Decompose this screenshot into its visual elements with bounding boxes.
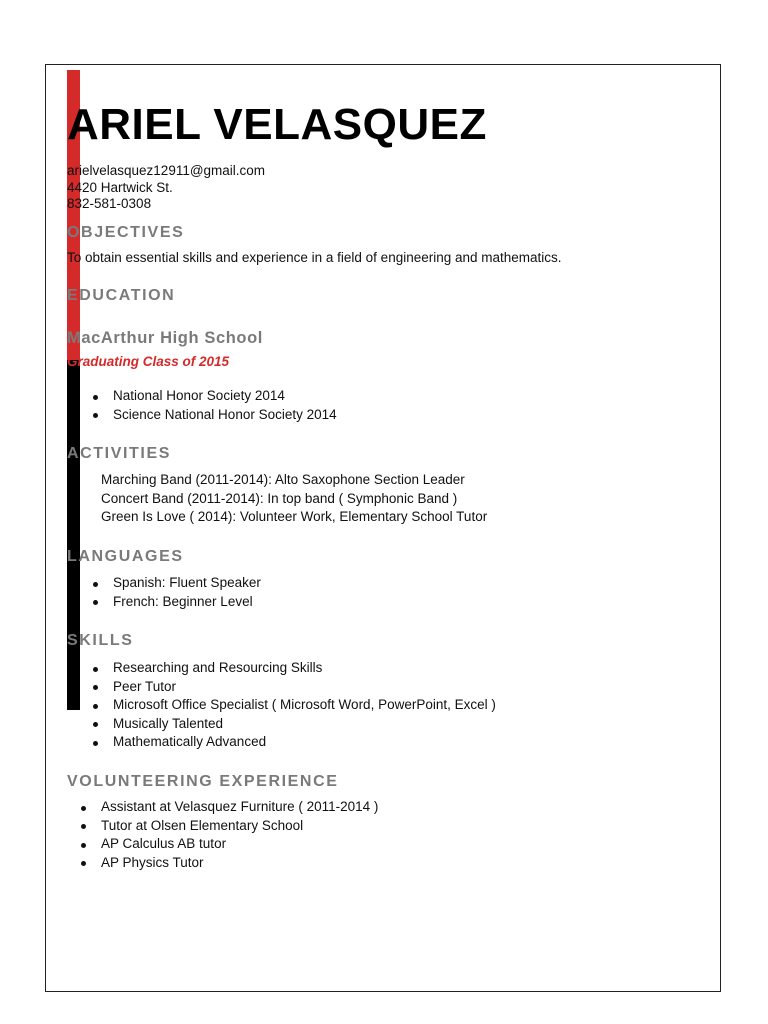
activity-item: Green Is Love ( 2014): Volunteer Work, Elementary School Tutor [101, 508, 487, 527]
skill-item: Peer Tutor [113, 678, 496, 697]
education-heading: EDUCATION [67, 287, 176, 304]
language-item: Spanish: Fluent Speaker [113, 574, 261, 593]
contact-address: 4420 Hartwick St. [67, 179, 173, 195]
activities-heading: ACTIVITIES [67, 445, 172, 462]
languages-heading: LANGUAGES [67, 548, 184, 565]
education-item: Science National Honor Society 2014 [113, 406, 337, 425]
volunteering-item: AP Physics Tutor [101, 854, 378, 873]
skill-item: Researching and Resourcing Skills [113, 659, 496, 678]
objectives-heading: OBJECTIVES [67, 224, 185, 241]
volunteering-list [101, 798, 378, 872]
skill-item: Microsoft Office Specialist ( Microsoft Word, PowerPoint, Excel ) [113, 696, 496, 715]
resume-name: ARIEL VELASQUEZ [67, 100, 487, 149]
language-item: French: Beginner Level [113, 593, 261, 612]
skills-heading: SKILLS [67, 632, 134, 649]
activity-item: Concert Band (2011-2014): In top band ( Symphonic Band ) [101, 490, 487, 509]
volunteering-heading: VOLUNTEERING EXPERIENCE [67, 773, 339, 790]
volunteering-item: AP Calculus AB tutor [101, 835, 378, 854]
activity-item: Marching Band (2011-2014): Alto Saxophone Section Leader [101, 471, 487, 490]
skill-item: Mathematically Advanced [113, 733, 496, 752]
skills-list [113, 659, 496, 752]
contact-phone: 832-581-0308 [67, 196, 152, 211]
accent-bar-black [67, 360, 80, 710]
contact-email: arielvelasquez12911@gmail.com [67, 163, 266, 178]
languages-list [113, 574, 261, 611]
skill-item: Musically Talented [113, 715, 496, 734]
school-name: MacArthur High School [67, 329, 263, 347]
objectives-text: To obtain essential skills and experience in a field of engineering and mathematics. [67, 250, 562, 265]
education-item: National Honor Society 2014 [113, 387, 337, 406]
education-list [113, 387, 337, 424]
activities-list [101, 471, 487, 527]
contact-block [67, 163, 265, 213]
graduating-class: Graduating Class of 2015 [67, 354, 230, 369]
volunteering-item: Tutor at Olsen Elementary School [101, 817, 378, 836]
volunteering-item: Assistant at Velasquez Furniture ( 2011-2014 ) [101, 798, 378, 817]
